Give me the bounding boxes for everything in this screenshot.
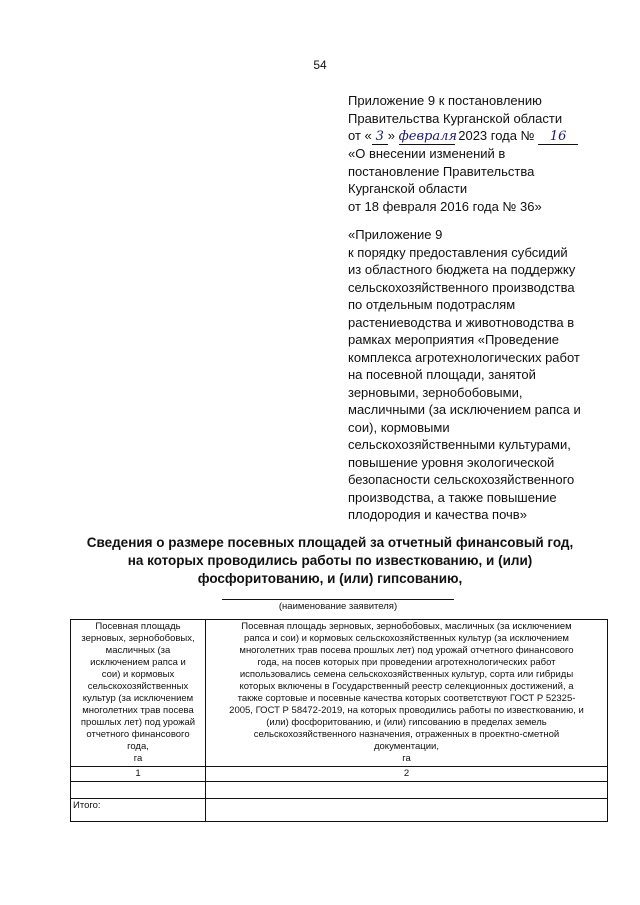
annex-line-1: Приложение 9 к постановлению [348,93,542,108]
column-number-row [71,767,608,782]
header-text: многолетних трав посева прошлых лет) под урожай отчетного финансового [239,645,574,656]
header-text: рапса и сои) и кормовых сельскохозяйственных культур (за исключением [244,633,569,644]
annex-date-line [348,127,608,145]
header-text: года, [127,741,149,752]
annex-line-2: Правительства Курганской области [348,110,563,126]
header-text: Посевная площадь зерновых, зернобобовых, масличных (за исключением [241,621,572,632]
handwritten-day: 3 [372,130,388,145]
total-label: Итого: [71,799,206,822]
column-number-1: 1 [71,767,206,782]
table-cell [206,782,608,799]
annex-line-4: «О внесении изменений в [348,146,506,161]
header-text: культур (за исключением [82,693,194,704]
annex-body-line: сельскохозяйственного производства [348,279,575,295]
total-row [71,799,608,822]
table-cell [206,799,608,822]
header-text: 2005, ГОСТ Р 58472-2019, на которых проводились работы по известкованию, и [229,705,584,716]
header-text: сельскохозяйственного назначения, отраженных в проектно-сметной [253,729,560,740]
heading-line-2: на которых проводились работы по известкованию, и (или) [127,553,533,568]
annex-body-line: по отдельным подотраслям [348,297,516,312]
annex-line-6: Курганской области [348,181,468,196]
heading-line-3: фосфоритованию, и (или) гипсованию, [197,571,463,586]
column-2-header [206,620,608,767]
table-cell [71,782,206,799]
annex-body-line: производства, а также повышение [348,489,557,505]
sown-area-table [70,619,608,822]
annex-line-5: постановление Правительства [348,163,535,179]
header-text: прошлых лет) под урожай [80,717,196,728]
annex-body [348,226,608,524]
applicant-caption: (наименование заявителя) [278,601,398,612]
annex-body-line: зерновыми, зернобобовыми, [348,384,523,400]
header-text: многолетних трав посева [82,705,194,716]
header-text: также сортовые и посевные качества которых соответствуют ГОСТ Р 52325- [237,693,576,704]
handwritten-month: февраля [398,129,458,144]
heading-line-1: Сведения о размере посевных площадей за отчетный финансовый год, [86,535,574,550]
header-text: исключением рапса и [90,657,186,668]
date-prefix: от « [348,128,372,143]
header-unit: га [133,753,143,764]
header-text: зерновых, зернобобовых, [81,633,195,644]
header-text: года, на посев которых при проведении агротехнологических работ [257,657,556,668]
table-row [71,782,608,799]
annex-body-line: из областного бюджета на поддержку [348,262,576,277]
table-header-row [71,620,608,767]
annex-body-line: растениеводства и животноводства в [348,314,575,330]
annex-header [348,92,608,215]
header-text: Посевная площадь [95,621,181,632]
date-year: 2023 года № [458,128,535,143]
date-mid: » [387,128,395,143]
header-unit: га [402,753,411,764]
annex-body-line: на посевной площади, занятой [348,367,536,382]
header-text: сои) и кормовых [101,669,175,680]
header-text: которых включены в Государственный реестр селекционных достижений, а [239,681,574,692]
annex-body-line: сельскохозяйственными культурами, [348,437,571,452]
annex-line-7: от 18 февраля 2016 года № 36» [348,198,542,214]
annex-body-line: плодородия и качества почв» [348,507,527,522]
annex-body-line: повышение уровня экологической [348,454,555,470]
annex-body-line: к порядку предоставления субсидий [348,244,568,260]
applicant-name-blank [222,599,454,600]
header-text: сельскохозяйственных [87,681,189,692]
annex-body-line: рамках мероприятия «Проведение [348,332,560,347]
header-text: отчетного финансового [86,729,190,740]
handwritten-number: 16 [538,130,578,145]
header-text: (или) фосфоритованию, и (или) гипсованию в пределах земель [266,717,547,728]
annex-body-line: безопасности сельскохозяйственного [348,472,575,487]
header-text: использовались семена сельскохозяйственных культур, сорта или гибриды [239,669,574,680]
annex-body-line: масличными (за исключением рапса и [348,402,581,417]
header-text: масличных (за [105,645,171,656]
page-number: 54 [313,58,327,72]
document-heading [40,534,620,588]
annex-body-line: сои), кормовыми [348,419,450,435]
annex-body-line: комплекса агротехнологических работ [348,349,580,365]
column-number-2: 2 [206,767,608,782]
header-text: документации, [373,741,439,752]
column-1-header [71,620,206,767]
annex-body-line: «Приложение 9 [348,227,443,242]
